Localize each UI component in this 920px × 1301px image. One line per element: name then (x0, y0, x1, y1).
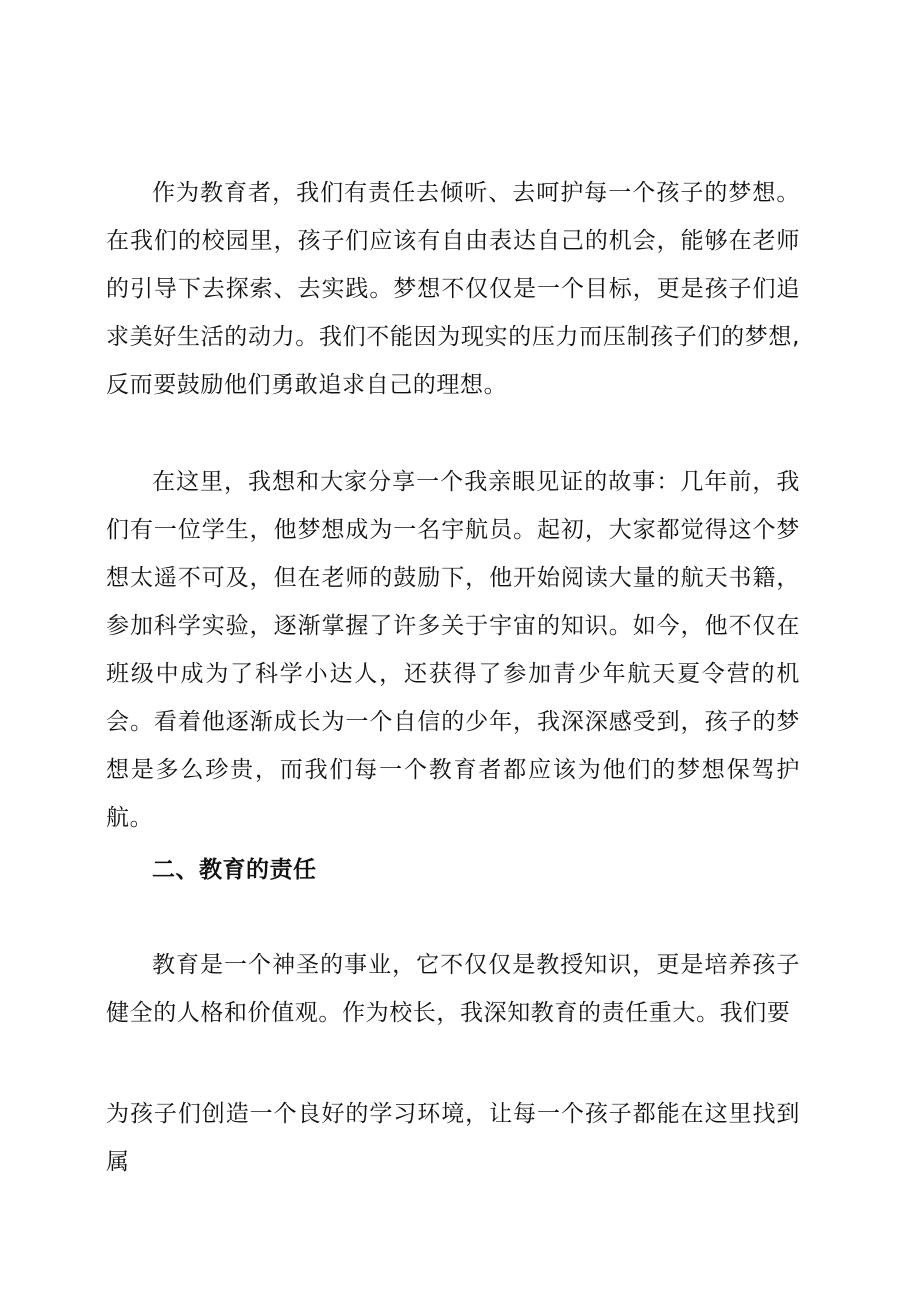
paragraph-astronaut-story: 在这里，我想和大家分享一个我亲眼见证的故事：几年前，我们有一位学生，他梦想成为一名宇航员。起初，大家都觉得这个梦想太遥不可及，但在老师的鼓励下，他开始阅读大量的航天书籍，参加科学实验，逐渐掌握了许多关于宇宙的知识。如今，他不仅在班级中成为了科学小达人，还获得了参加青少年航天夏令营的机会。看着他逐渐成长为一个自信的少年，我深深感受到，孩子的梦想是多么珍贵，而我们每一个教育者都应该为他们的梦想保驾护航。 (106, 469, 800, 831)
paragraph-dreams: 作为教育者，我们有责任去倾听、去呵护每一个孩子的梦想。在我们的校园里，孩子们应该有自由表达自己的机会，能够在老师的引导下去探索、去实践。梦想不仅仅是一个目标，更是孩子们追求美好生活的动力。我们不能因为现实的压力而压制孩子们的梦想,反而要鼓励他们勇敢追求自己的理想。 (106, 180, 800, 398)
paragraph-education-responsibility: 教育是一个神圣的事业，它不仅仅是教授知识，更是培养孩子健全的人格和价值观。作为校长，我深知教育的责任重大。我们要 (106, 952, 800, 1026)
section-heading: 二、教育的责任 (152, 857, 317, 883)
paragraph-continuation: 为孩子们创造一个良好的学习环境，让每一个孩子都能在这里找到属 (106, 1101, 800, 1175)
